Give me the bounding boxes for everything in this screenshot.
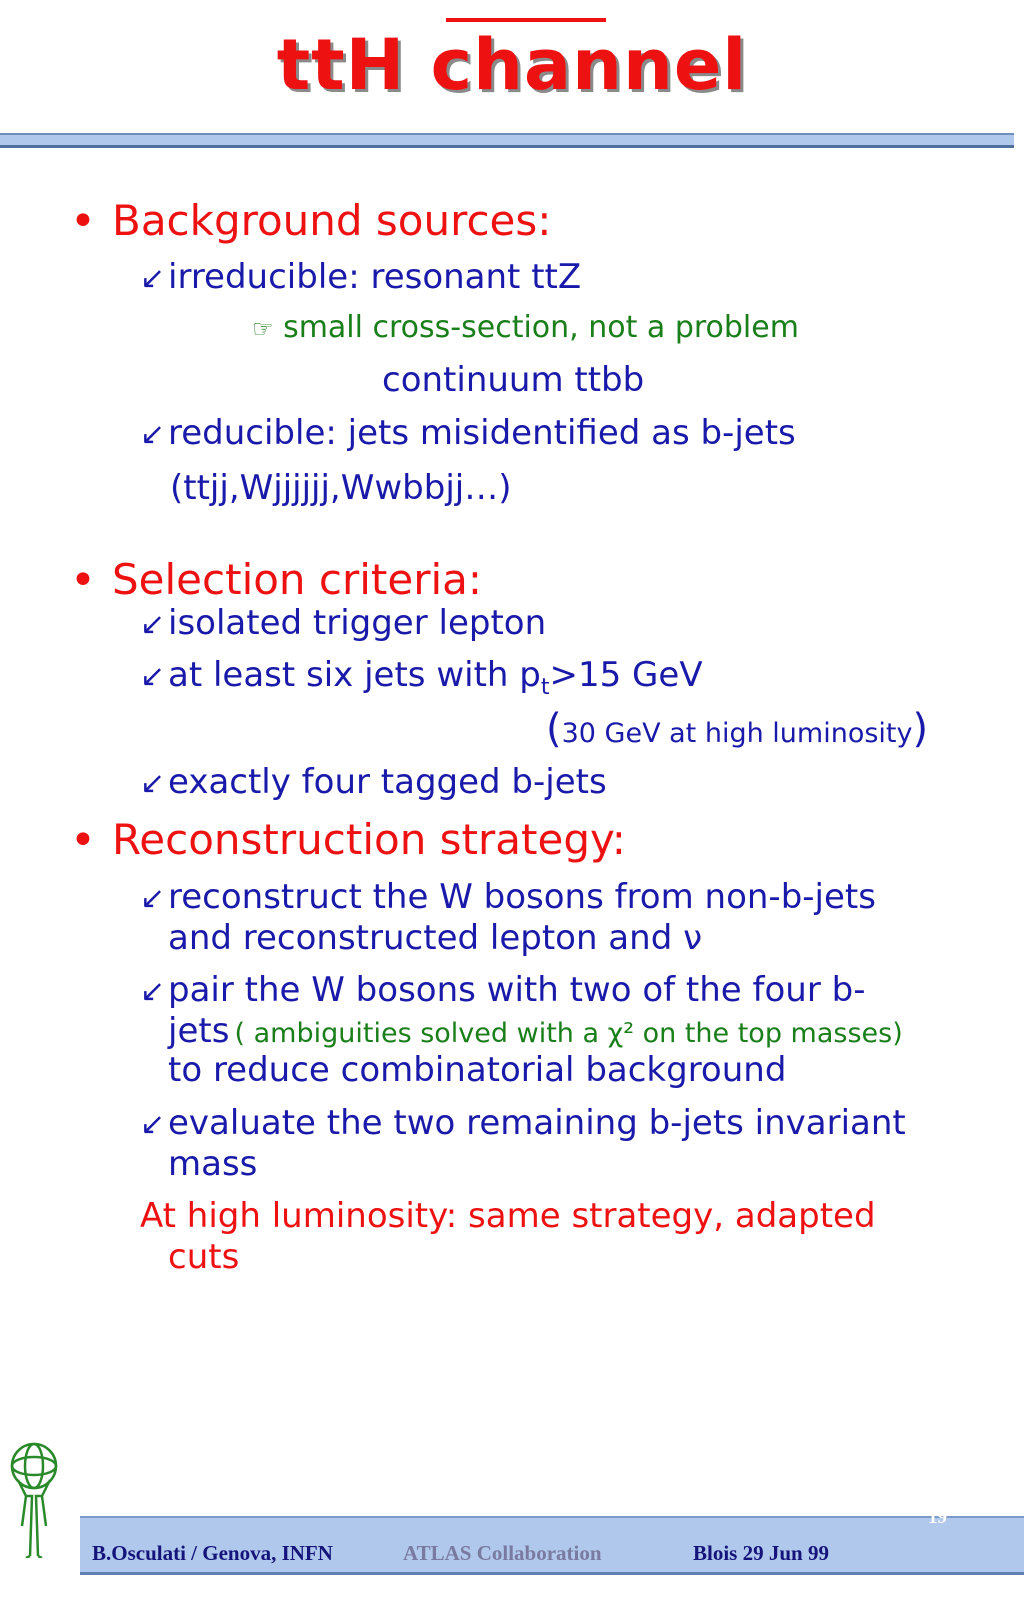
arrow-icon: ↙ <box>140 1107 166 1142</box>
reco-2-note: ( ambiguities solved with a χ² on the top masses) <box>234 1018 903 1049</box>
bullet-icon: • <box>70 196 96 247</box>
pointing-hand-icon: ☞ <box>252 315 274 343</box>
item-reco-1-line2: and reconstructed lepton and ν <box>168 918 703 958</box>
heading-background: Background sources: <box>112 196 552 245</box>
arrow-icon: ↙ <box>140 881 166 916</box>
high-lumi-line1: At high luminosity: same strategy, adapted <box>140 1196 876 1236</box>
item-selection-2: ↙at least six jets with $p_t>15$ GeV <box>140 655 703 700</box>
item-reducible-examples: (ttjj,Wjjjjjj,Wwbbjj…) <box>170 468 512 508</box>
item-irreducible: ↙irreducible: resonant ttZ <box>140 257 582 297</box>
item-reco-2-line3: to reduce combinatorial background <box>168 1050 787 1090</box>
arrow-icon: ↙ <box>140 766 166 801</box>
page-number: 19 <box>928 1507 947 1528</box>
item-selection-2-note: (30 GeV at high luminosity) <box>546 706 929 752</box>
arrow-icon: ↙ <box>140 261 166 296</box>
item-reco-3: ↙evaluate the two remaining b-jets invariant <box>140 1103 906 1143</box>
item-selection-1: ↙isolated trigger lepton <box>140 603 547 643</box>
arrow-icon: ↙ <box>140 659 166 694</box>
high-lumi-line2: cuts <box>168 1237 240 1277</box>
heading-reconstruction: Reconstruction strategy: <box>112 815 626 864</box>
slide-title <box>0 24 1024 106</box>
item-reco-2-line2: jets ( ambiguities solved with a χ² on the top masses) <box>168 1011 903 1051</box>
slide-title-text: ttH channel <box>276 24 748 106</box>
atlas-logo <box>4 1436 64 1558</box>
arrow-icon: ↙ <box>140 607 166 642</box>
footer-collaboration: ATLAS Collaboration <box>403 1541 602 1565</box>
footer-venue: Blois 29 Jun 99 <box>693 1541 829 1565</box>
note-irreducible: ☞ small cross-section, not a problem <box>252 310 799 345</box>
item-reco-1: ↙reconstruct the W bosons from non-b-jets <box>140 877 876 917</box>
item-reco-3-line2: mass <box>168 1144 258 1184</box>
heading-selection: Selection criteria: <box>112 555 483 604</box>
title-rule <box>0 133 1014 148</box>
bullet-icon: • <box>70 555 96 606</box>
arrow-icon: ↙ <box>140 974 166 1009</box>
item-reco-2: ↙pair the W bosons with two of the four b- <box>140 970 866 1010</box>
item-reducible: ↙reducible: jets misidentified as b-jets <box>140 413 796 453</box>
item-selection-3: ↙exactly four tagged b-jets <box>140 762 607 802</box>
arrow-icon: ↙ <box>140 417 166 452</box>
footer-author: B.Osculati / Genova, INFN <box>92 1541 333 1565</box>
bullet-icon: • <box>70 815 96 866</box>
item-continuum: continuum ttbb <box>382 360 645 400</box>
